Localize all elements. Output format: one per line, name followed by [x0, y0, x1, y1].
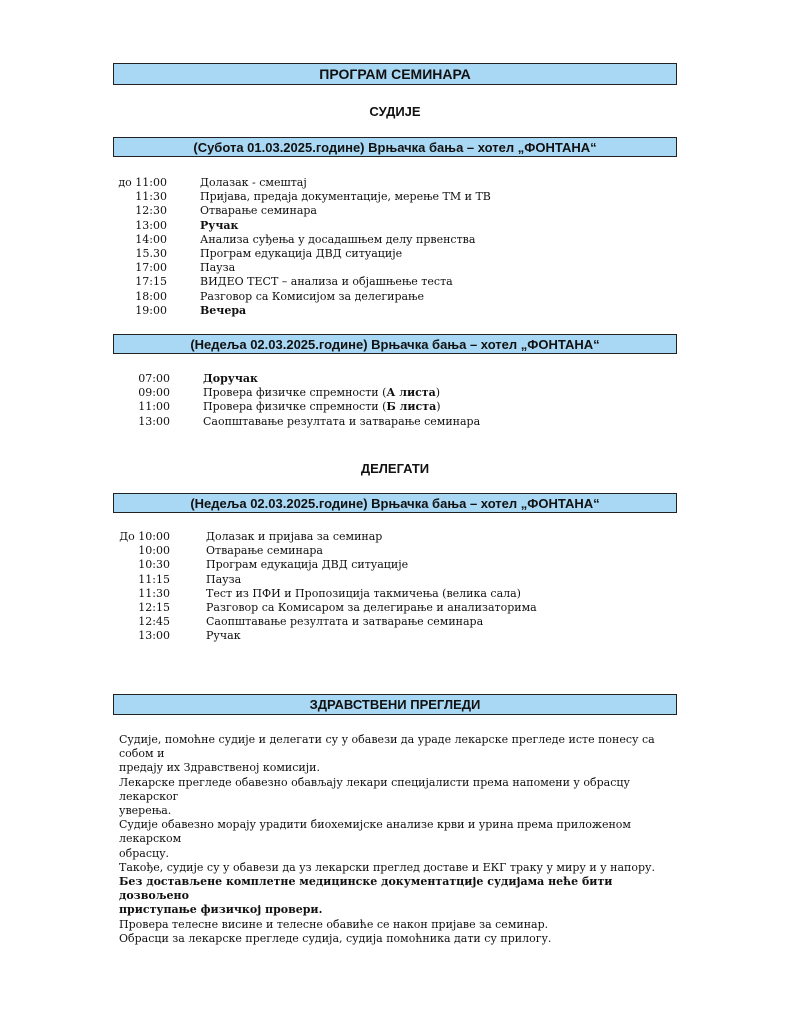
- schedule-time: 17:00: [135, 261, 167, 275]
- schedule-time: 11:15: [138, 572, 170, 586]
- list-a-label: А листа: [386, 386, 436, 400]
- schedule-activity: Долазак - смештај: [200, 176, 307, 189]
- schedule-activity: Доручак: [203, 372, 258, 385]
- schedule-time: 13:00: [138, 629, 170, 643]
- schedule-row: [113, 530, 593, 544]
- schedule-row: [113, 544, 593, 558]
- health-line: Такође, судије су у обавези да уз лекарски преглед доставе и ЕКГ траку у миру и у напору.: [119, 860, 655, 874]
- schedule-activity: Анализа суђења у досадашњем делу првенства: [200, 232, 476, 246]
- schedule-time: 19:00: [135, 303, 167, 317]
- schedule-time: 13:00: [135, 218, 167, 232]
- schedule-row: [113, 290, 593, 304]
- schedule-time: 11:00: [138, 400, 170, 414]
- schedule-time: 07:00: [138, 372, 170, 385]
- schedule-time: до 11:00: [118, 176, 167, 189]
- judges-day2-schedule: [113, 372, 593, 429]
- activity-text: Провера физичке спремности (: [203, 386, 387, 400]
- schedule-activity: Долазак и пријава за семинар: [206, 530, 383, 543]
- health-line: уверења.: [119, 804, 172, 818]
- schedule-row: [113, 386, 593, 400]
- health-line: Лекарске прегледе обавезно обављају лекари специјалисти према напомени у обрасцу лекарског: [119, 775, 630, 803]
- delegates-day-header: (Недеља 02.03.2025.године) Врњачка бања – хотел „ФОНТАНА“: [113, 493, 677, 513]
- health-checks-header: ЗДРАВСТВЕНИ ПРЕГЛЕДИ: [113, 694, 677, 715]
- schedule-activity: Разговор са Комисијом за делегирање: [200, 289, 425, 303]
- schedule-activity: Разговор са Комисаром за делегирање и анализаторима: [206, 600, 537, 614]
- schedule-activity: Пауза: [206, 572, 242, 586]
- schedule-row: [113, 176, 593, 190]
- judges-day2-header: (Недеља 02.03.2025.године) Врњачка бања – хотел „ФОНТАНА“: [113, 334, 677, 354]
- list-b-label: Б листа: [386, 400, 437, 414]
- health-warning-line: приступање физичкој провери.: [119, 903, 323, 917]
- schedule-activity: ВИДЕО ТЕСТ – анализа и објашњење теста: [200, 275, 453, 289]
- schedule-activity: Отварање семинара: [206, 544, 323, 558]
- schedule-row: [113, 261, 593, 275]
- schedule-time: 11:30: [135, 190, 167, 204]
- schedule-activity: [203, 386, 440, 400]
- delegates-schedule: [113, 530, 593, 644]
- schedule-row: [113, 233, 593, 247]
- schedule-row: [113, 247, 593, 261]
- schedule-row: [113, 573, 593, 587]
- schedule-row: [113, 558, 593, 572]
- health-checks-text: [119, 733, 679, 946]
- schedule-time: 10:30: [138, 558, 170, 572]
- schedule-activity: [203, 400, 441, 414]
- schedule-time: 13:00: [138, 414, 170, 428]
- schedule-activity: Тест из ПФИ и Пропозиција такмичења (велика сала): [206, 586, 521, 600]
- schedule-activity: Отварање семинара: [200, 204, 317, 218]
- health-line: Провера телесне висине и телесне обавиће се након пријаве за семинар.: [119, 917, 549, 931]
- activity-text: Провера физичке спремности (: [203, 400, 387, 414]
- judges-day1-header: (Субота 01.03.2025.године) Врњачка бања – хотел „ФОНТАНА“: [113, 137, 677, 157]
- health-line: Обрасци за лекарске прегледе судија, судија помоћника дати су прилогу.: [119, 931, 552, 945]
- health-line: Судије обавезно морају урадити биохемијске анализе крви и урина према приложеном лекарском: [119, 818, 631, 846]
- health-line: Судије, помоћне судије и делегати су у обавези да ураде лекарске прегледе исте понесу са собом и: [119, 733, 655, 761]
- schedule-time: 12:15: [138, 600, 170, 614]
- judges-heading: СУДИЈЕ: [369, 104, 421, 119]
- schedule-time: До 10:00: [119, 530, 170, 543]
- schedule-time: 15.30: [135, 246, 167, 260]
- schedule-activity: Ручак: [200, 218, 239, 232]
- schedule-row: [113, 587, 593, 601]
- delegates-heading: ДЕЛЕГАТИ: [360, 461, 430, 476]
- schedule-row: [113, 372, 593, 386]
- schedule-row: [113, 629, 593, 643]
- activity-close: ): [436, 400, 441, 414]
- schedule-row: [113, 400, 593, 414]
- health-warning-line: Без достављене комплетне медицинске документатције судијама неће бити дозвољено: [119, 875, 613, 903]
- schedule-time: 14:00: [135, 232, 167, 246]
- schedule-row: [113, 601, 593, 615]
- schedule-time: 17:15: [135, 275, 167, 289]
- schedule-activity: Пријава, предаја документације, мерење ТМ и ТВ: [200, 190, 491, 204]
- schedule-time: 09:00: [138, 386, 170, 400]
- schedule-activity: Вечера: [200, 303, 247, 317]
- schedule-row: [113, 190, 593, 204]
- schedule-time: 18:00: [135, 289, 167, 303]
- schedule-row: [113, 415, 593, 429]
- health-line: предају их Здравственој комисији.: [119, 761, 320, 775]
- health-line: обрасцу.: [119, 846, 170, 860]
- schedule-time: 10:00: [138, 544, 170, 558]
- schedule-activity: Програм едукација ДВД ситуације: [206, 558, 409, 572]
- schedule-time: 12:30: [135, 204, 167, 218]
- schedule-activity: Саопштавање резултата и затварање семинара: [203, 414, 481, 428]
- schedule-activity: Програм едукација ДВД ситуације: [200, 246, 403, 260]
- schedule-time: 11:30: [138, 586, 170, 600]
- schedule-row: [113, 615, 593, 629]
- program-title: ПРОГРАМ СЕМИНАРА: [113, 63, 677, 85]
- schedule-row: [113, 275, 593, 289]
- schedule-activity: Ручак: [206, 629, 241, 643]
- schedule-time: 12:45: [138, 615, 170, 629]
- schedule-activity: Саопштавање резултата и затварање семинара: [206, 615, 484, 629]
- activity-close: ): [435, 386, 441, 400]
- schedule-row: [113, 304, 593, 318]
- schedule-activity: Пауза: [200, 261, 236, 275]
- judges-day1-schedule: [113, 176, 593, 318]
- schedule-row: [113, 219, 593, 233]
- schedule-row: [113, 204, 593, 218]
